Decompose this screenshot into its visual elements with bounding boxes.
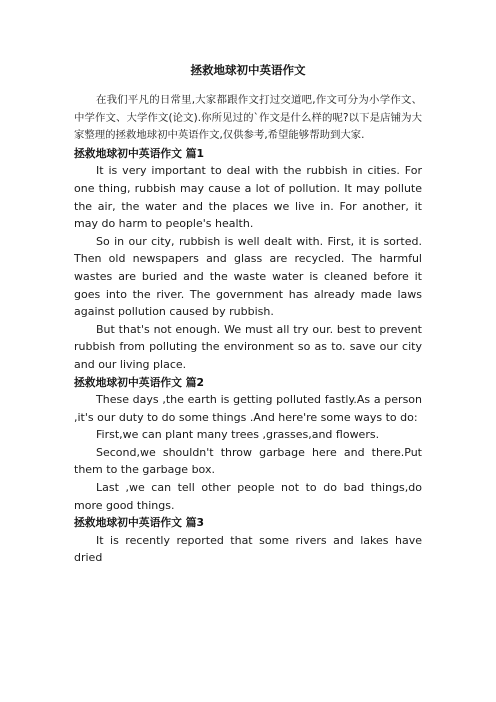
paragraph: Second,we shouldn't throw garbage here and there.Put them to the garbage box.	[74, 445, 422, 477]
paragraph: But that's not enough. We must all try our. best to prevent rubbish from polluting the environment so as to. save our city and our living place.	[74, 322, 422, 371]
paragraph: It is recently reported that some rivers and lakes have dried	[74, 533, 422, 565]
document-page	[74, 62, 422, 567]
paragraph: First,we can plant many trees ,grasses,and flowers.	[96, 428, 380, 442]
intro-paragraph: 在我们平凡的日常里,大家都跟作文打过交道吧,作文可分为小学作文、中学作文、大学作文(论文).你所见过的`作文是什么样的呢?以下是店铺为大家整理的拯救地球初中英语作文,仅供参考,希望能够帮助到大家.	[74, 94, 422, 142]
section-heading: 拯救地球初中英语作文 篇1	[74, 146, 205, 160]
section-heading: 拯救地球初中英语作文 篇3	[74, 516, 205, 530]
paragraph: These days ,the earth is getting polluted fastly.As a person ,it's our duty to do some things .And here're some ways to do:	[74, 393, 422, 424]
paragraph: It is very important to deal with the rubbish in cities. For one thing, rubbish may cause a lot of pollution. It may pollute the air, the water and the places we live in. For another, it may do harm to people's health.	[74, 164, 422, 231]
section-heading: 拯救地球初中英语作文 篇2	[74, 375, 205, 389]
paragraph: So in our city, rubbish is well dealt with. First, it is sorted. Then old newspapers and glass are recycled. The harmful wastes are buried and the waste water is cleaned before it goes into the river. The government has already made laws against pollution caused by rubbish.	[74, 234, 422, 319]
paragraph: Last ,we can tell other people not to do bad things,do more good things.	[74, 481, 422, 512]
document-title: 拯救地球初中英语作文	[190, 63, 306, 77]
